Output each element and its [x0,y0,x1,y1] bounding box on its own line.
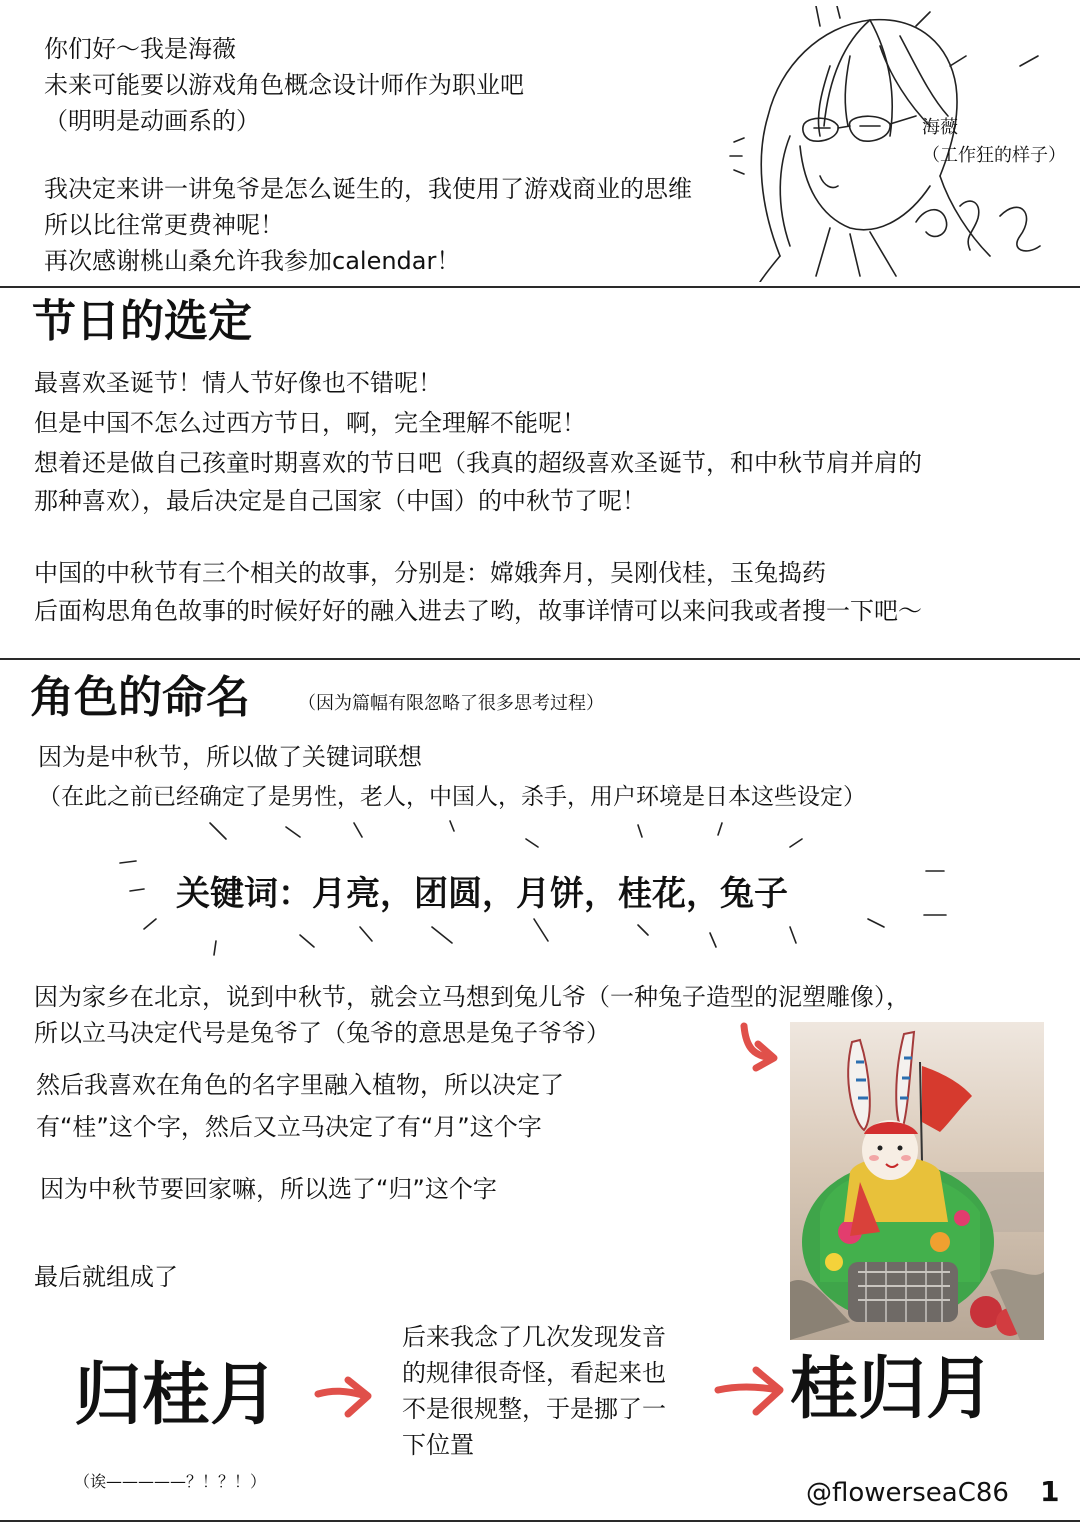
reason-line-4: 下位置 [402,1431,474,1459]
arrow-name-to-reason [312,1372,378,1422]
section-title-naming: 角色的命名 [30,672,250,723]
intro-line-4: 我决定来讲一讲兔爷是怎么诞生的，我使用了游戏商业的思维 [44,175,692,203]
author-handle: @flowerseaC86 [806,1478,1009,1508]
arrow-to-photo [736,1020,786,1076]
festival-line-3: 想着还是做自己孩童时期喜欢的节日吧（我真的超级喜欢圣诞节，和中秋节肩并肩的 [34,449,922,477]
intro-line-2: 未来可能要以游戏角色概念设计师作为职业吧 [44,71,524,99]
page-number: 1 [1040,1475,1060,1508]
name-final: 桂归月 [790,1350,995,1429]
section-title-note: （因为篇幅有限忽略了很多思考过程） [298,693,604,714]
section-divider-1 [0,286,1080,288]
intro-line-3: （明明是动画系的） [44,107,260,135]
festival-line-4: 那种喜欢），最后决定是自己国家（中国）的中秋节了呢！ [34,487,646,515]
festival-line-2: 但是中国不怎么过西方节日，啊，完全理解不能呢！ [34,409,586,437]
plant-line-1: 然后我喜欢在角色的名字里融入植物，所以决定了 [36,1071,564,1099]
beijing-line-2: 所以立马决定代号是兔爷了（兔爷的意思是兔子爷爷） [34,1019,610,1047]
name-first: 归桂月 [74,1356,279,1435]
festival-line-1: 最喜欢圣诞节！情人节好像也不错呢！ [34,369,442,397]
reason-line-3: 不是很规整，于是挪了一 [402,1395,666,1423]
beijing-line-1: 因为家乡在北京，说到中秋节，就会立马想到兔儿爷（一种兔子造型的泥塑雕像）， [34,983,910,1011]
section-title-festival: 节日的选定 [32,296,252,347]
name-exclamation-note: （诶—————？！？！） [74,1472,267,1491]
naming-line-1: 因为是中秋节，所以做了关键词联想 [38,743,422,771]
naming-line-2: （在此之前已经确定了是男性，老人，中国人，杀手，用户环境是日本这些设定） [38,784,866,810]
tuerye-figurine-photo [790,1022,1044,1340]
reason-line-1: 后来我念了几次发现发音 [402,1323,666,1351]
final-line: 最后就组成了 [34,1263,178,1291]
festival-line-6: 后面构思角色故事的时候好好的融入进去了哟，故事详情可以来问我或者搜一下吧～ [34,597,922,625]
festival-line-5: 中国的中秋节有三个相关的故事，分别是：嫦娥奔月，吴刚伐桂，玉兔捣药 [34,559,826,587]
section-divider-2 [0,658,1080,660]
intro-line-5: 所以比往常更费神呢！ [44,211,284,239]
sketch-caption-note: （工作狂的样子） [922,145,1066,166]
keywords-text: 关键词：月亮，团圆，月饼，桂花，兔子 [176,874,788,914]
sketch-caption-name: 海薇 [922,117,958,138]
bottom-border [0,1520,1080,1522]
intro-line-6: 再次感谢桃山桑允许我参加calendar！ [44,247,461,275]
intro-line-1: 你们好～我是海薇 [44,35,236,63]
home-line: 因为中秋节要回家嘛，所以选了“归”这个字 [40,1175,497,1203]
arrow-reason-to-final [712,1360,788,1420]
reason-line-2: 的规律很奇怪，看起来也 [402,1359,666,1387]
plant-line-2: 有“桂”这个字，然后又立马决定了有“月”这个字 [36,1113,542,1141]
